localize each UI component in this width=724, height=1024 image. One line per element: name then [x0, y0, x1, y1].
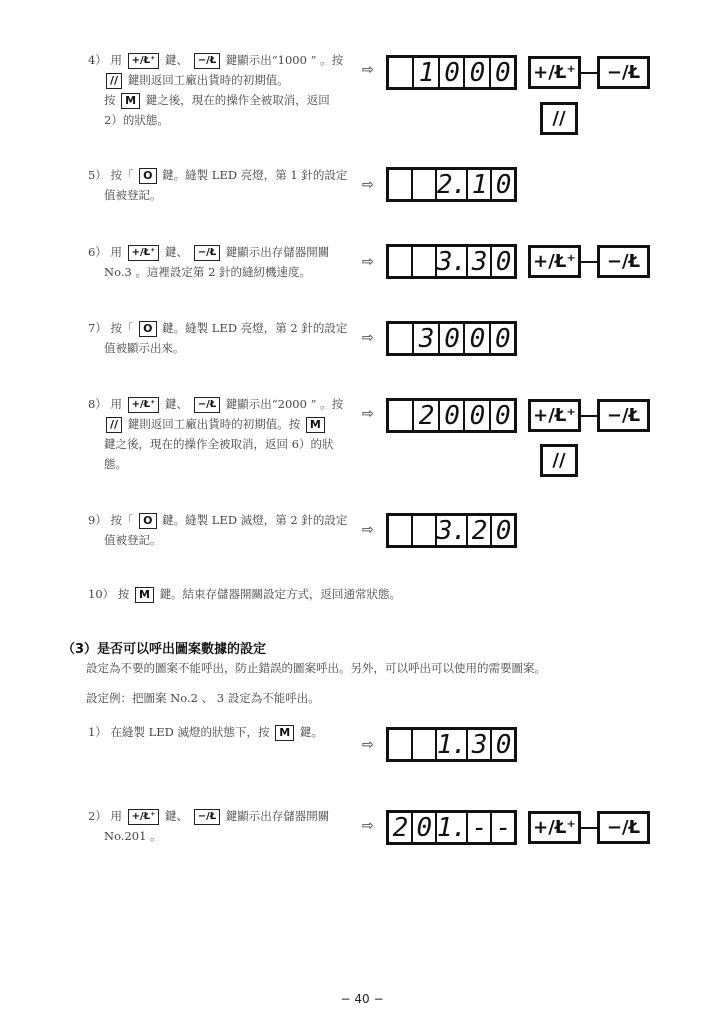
connector-line	[581, 72, 597, 74]
lcd-digit: 0	[490, 516, 514, 545]
step-number: 2）	[88, 809, 107, 823]
power-key-icon: O	[139, 321, 156, 337]
step-8-text	[88, 394, 358, 474]
text: 鍵、	[165, 53, 189, 67]
step-6-text	[88, 242, 358, 282]
step-number: 1）	[88, 725, 107, 739]
minus-key-button[interactable]: −/Ł	[597, 56, 650, 89]
step-number: 6）	[88, 245, 107, 259]
reset-key-button[interactable]: //	[540, 102, 578, 135]
lcd-digit: 3.	[436, 515, 467, 546]
arrow-icon: ⇨	[362, 522, 374, 538]
paragraph: 設定例：把圖案 No.2 、 3 設定為不能呼出。	[86, 691, 320, 705]
text: 用	[110, 53, 122, 67]
text: 用	[110, 245, 122, 259]
text: 鍵顯示出存儲器開關	[225, 245, 330, 259]
page-number: − 40 −	[340, 992, 384, 1006]
minus-key-button[interactable]: −/Ł	[597, 811, 650, 844]
text: 鍵之後，現在的操作全被取消，返回 6）的狀	[104, 437, 334, 451]
text: 值被登記。	[104, 188, 162, 202]
text: 值被登記。	[104, 533, 162, 547]
reset-key-icon: //	[106, 73, 122, 89]
text: 按「	[110, 513, 134, 527]
m-key-icon: M	[121, 93, 140, 109]
lcd-digit	[389, 324, 412, 353]
lcd-digit: 2	[466, 516, 490, 545]
text: 鍵。縫製 LED 滅燈，第 2 針的設定	[162, 513, 348, 527]
text: 按「	[110, 321, 134, 335]
lcd-digit: 0	[490, 247, 514, 276]
plus-key-button[interactable]: +/Ł⁺	[528, 245, 581, 278]
text: 態。	[104, 457, 127, 471]
text: 鍵。縫製 LED 亮燈，第 1 針的設定	[162, 168, 348, 182]
step-number: 8）	[88, 397, 107, 411]
plus-key-button[interactable]: +/Ł⁺	[528, 811, 581, 844]
m-key-icon: M	[275, 725, 294, 741]
m-key-icon: M	[306, 417, 325, 433]
section-heading: （3）是否可以呼出圖案數據的設定	[62, 642, 267, 657]
lcd-digit	[389, 516, 411, 545]
connector-line	[581, 827, 597, 829]
lcd-digit: 1	[412, 58, 437, 87]
lcd-digit	[411, 730, 435, 759]
lcd-display-step7	[386, 321, 517, 356]
minus-key-icon: −/Ł	[194, 53, 220, 69]
section3-step-1-text	[88, 722, 368, 742]
lcd-digit: 0	[489, 324, 514, 353]
lcd-digit: 0	[463, 401, 488, 430]
text: 鍵則返回工廠出貨時的初期值。按	[127, 417, 301, 431]
arrow-icon: ⇨	[362, 737, 374, 753]
text: 鍵則返回工廠出貨時的初期值。	[127, 73, 289, 87]
step-number: 7）	[88, 321, 107, 335]
text: 鍵顯示出“2000 ” 。按	[225, 397, 344, 411]
reset-key-button[interactable]: //	[540, 444, 578, 477]
arrow-icon: ⇨	[362, 330, 374, 346]
lcd-display-step8	[386, 398, 517, 433]
lcd-digit: 0	[438, 324, 463, 353]
step-10-text	[88, 584, 488, 604]
lcd-display-s3-step2	[386, 810, 517, 845]
step-number: 4）	[88, 53, 107, 67]
lcd-digit: 2	[392, 812, 408, 843]
text: 按「	[110, 168, 134, 182]
lcd-digit	[389, 58, 412, 87]
step-number: 9）	[88, 513, 107, 527]
arrow-icon: ⇨	[362, 406, 374, 422]
lcd-display-step9	[386, 513, 517, 548]
m-key-icon: M	[135, 587, 154, 603]
lcd-digit	[389, 401, 412, 430]
lcd-digit: 0	[490, 730, 514, 759]
lcd-digit	[389, 730, 411, 759]
text: 鍵、	[165, 397, 189, 411]
text: No.201 。	[104, 829, 162, 843]
lcd-digit: 1	[466, 170, 490, 199]
lcd-digit: 3	[466, 730, 490, 759]
text: 按	[117, 587, 130, 601]
power-key-icon: O	[139, 513, 156, 529]
arrow-icon: ⇨	[362, 62, 374, 78]
plus-key-button[interactable]: +/Ł⁺	[528, 56, 581, 89]
text: 2）的狀態。	[104, 113, 169, 127]
plus-key-icon: +/Ł⁺	[128, 245, 160, 261]
step-4-text	[88, 50, 358, 130]
lcd-digit: 0	[411, 813, 435, 842]
text: 值被顯示出來。	[104, 341, 185, 355]
lcd-digit	[411, 170, 435, 199]
lcd-display-s3-step1	[386, 727, 517, 762]
text: 用	[110, 397, 122, 411]
step-5-text	[88, 165, 358, 205]
text: 鍵。縫製 LED 亮燈，第 2 針的設定	[162, 321, 348, 335]
lcd-display-step4	[386, 55, 517, 90]
connector-line	[581, 415, 597, 417]
arrow-icon: ⇨	[362, 254, 374, 270]
text: 鍵、	[165, 245, 189, 259]
lcd-digit: 0	[463, 324, 488, 353]
lcd-digit	[389, 247, 411, 276]
plus-key-icon: +/Ł⁺	[128, 397, 160, 413]
text: No.3 。這裡設定第 2 針的縫紉機速度。	[104, 265, 312, 279]
lcd-digit	[411, 247, 435, 276]
lcd-digit: 0	[489, 58, 514, 87]
lcd-digit: 3	[412, 324, 437, 353]
lcd-digit: 0	[489, 401, 514, 430]
text: 鍵顯示出“1000 ” 。按	[225, 53, 344, 67]
lcd-digit: 1.	[436, 812, 467, 843]
lcd-digit: 1.	[436, 729, 467, 760]
text: 用	[110, 809, 122, 823]
minus-key-button[interactable]: −/Ł	[597, 399, 650, 432]
paragraph: 設定為不要的圖案不能呼出，防止錯誤的圖案呼出。另外，可以呼出可以使用的需要圖案。	[86, 661, 546, 675]
lcd-digit: 3	[466, 247, 490, 276]
lcd-digit: 0	[463, 58, 488, 87]
step-9-text	[88, 510, 358, 550]
lcd-digit: 2	[412, 401, 437, 430]
lcd-digit: 0	[490, 170, 514, 199]
text: 按	[104, 93, 116, 107]
lcd-digit: 0	[438, 58, 463, 87]
step-7-text	[88, 318, 358, 358]
text: 鍵。結束存儲器開關設定方式，返回通常狀態。	[159, 587, 402, 601]
lcd-digit: 2.	[436, 169, 467, 200]
lcd-digit: 0	[438, 401, 463, 430]
minus-key-button[interactable]: −/Ł	[597, 245, 650, 278]
minus-key-icon: −/Ł	[194, 397, 220, 413]
minus-key-icon: −/Ł	[194, 809, 220, 825]
lcd-digit	[389, 170, 411, 199]
arrow-icon: ⇨	[362, 818, 374, 834]
plus-key-icon: +/Ł⁺	[128, 53, 160, 69]
lcd-display-step5	[386, 167, 517, 202]
power-key-icon: O	[139, 168, 156, 184]
text: 鍵、	[165, 809, 189, 823]
arrow-icon: ⇨	[362, 177, 374, 193]
step-number: 5）	[88, 168, 107, 182]
minus-key-icon: −/Ł	[194, 245, 220, 261]
text: 鍵之後，現在的操作全被取消，返回	[145, 93, 330, 107]
lcd-digit: 3.	[436, 246, 467, 277]
plus-key-icon: +/Ł⁺	[128, 809, 160, 825]
text: 鍵顯示出存儲器開關	[225, 809, 330, 823]
reset-key-icon: //	[106, 417, 122, 433]
lcd-digit: -	[466, 813, 490, 842]
lcd-digit	[411, 516, 435, 545]
step-number: 10）	[88, 587, 115, 601]
plus-key-button[interactable]: +/Ł⁺	[528, 399, 581, 432]
text: 鍵。	[299, 725, 323, 739]
lcd-digit: -	[490, 813, 514, 842]
section3-step-2-text	[88, 806, 358, 846]
lcd-display-step6	[386, 244, 517, 279]
text: 在縫製 LED 滅燈的狀態下，按	[110, 725, 270, 739]
connector-line	[581, 261, 597, 263]
